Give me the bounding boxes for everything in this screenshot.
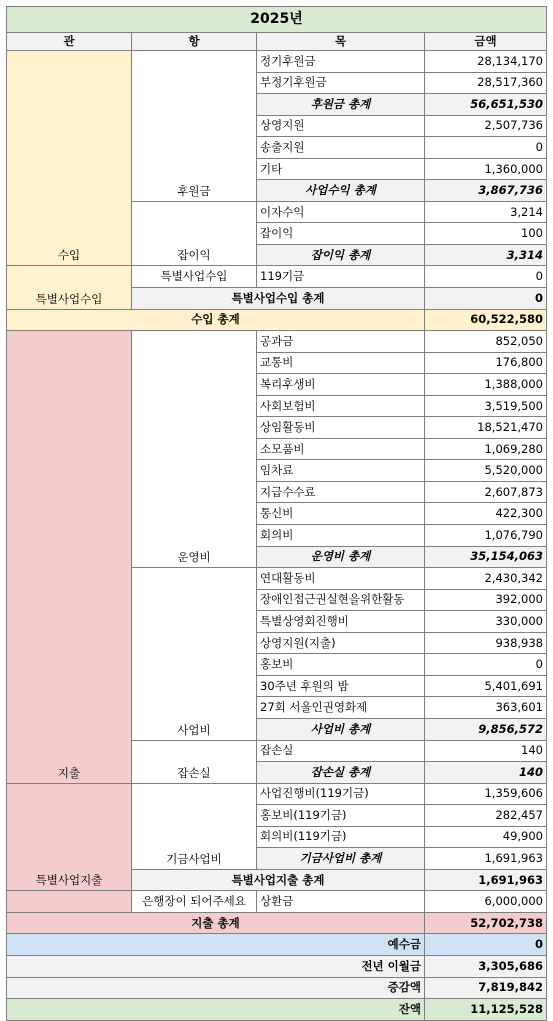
amount-cell: 1,359,606 <box>425 783 547 805</box>
amount-cell: 852,050 <box>425 331 547 353</box>
mok-cell: 상환금 <box>257 891 425 913</box>
hang-misc-income: 잡이익 <box>132 201 257 266</box>
mok-cell: 이자수익 <box>257 201 425 223</box>
mok-cell: 지급수수료 <box>257 481 425 503</box>
subtotal-label: 운영비 총계 <box>257 546 425 568</box>
table-row <box>7 331 547 353</box>
header-mok: 목 <box>257 33 425 51</box>
mok-cell: 30주년 후원의 밤 <box>257 675 425 697</box>
subtotal-label: 특별사업지출 총계 <box>132 869 425 891</box>
amount-cell: 1,360,000 <box>425 158 547 180</box>
amount-cell: 28,134,170 <box>425 51 547 73</box>
header-amount: 금액 <box>425 33 547 51</box>
mok-cell: 상임활동비 <box>257 417 425 439</box>
hang-bank: 은행장이 되어주세요 <box>132 891 257 913</box>
subtotal-label: 사업비 총계 <box>257 718 425 740</box>
amount-cell: 6,000,000 <box>425 891 547 913</box>
amount-cell: 1,076,790 <box>425 525 547 547</box>
amount-cell: 28,517,360 <box>425 72 547 94</box>
mok-cell: 회의비(119기금) <box>257 826 425 848</box>
hang-operating: 운영비 <box>132 331 257 568</box>
mok-cell: 상영지원(지출) <box>257 632 425 654</box>
mok-cell: 복리후생비 <box>257 374 425 396</box>
mok-cell: 소모품비 <box>257 438 425 460</box>
summary-row <box>7 999 547 1021</box>
gwan-expense: 지출 <box>7 331 132 783</box>
mok-cell: 27회 서울인권영화제 <box>257 697 425 719</box>
amount-cell: 5,401,691 <box>425 675 547 697</box>
change-amount: 7,819,842 <box>425 977 547 999</box>
total-row <box>7 912 547 934</box>
balance-amount: 11,125,528 <box>425 999 547 1021</box>
table-row <box>7 783 547 805</box>
subtotal-label: 기금사업비 총계 <box>257 848 425 870</box>
subtotal-amount: 0 <box>425 288 547 310</box>
mok-cell: 홍보비 <box>257 654 425 676</box>
header-gwan: 관 <box>7 33 132 51</box>
hang-special-income: 특별사업수입 <box>132 266 257 288</box>
budget-table <box>6 6 547 1021</box>
amount-cell: 0 <box>425 654 547 676</box>
mok-cell: 상영지원 <box>257 115 425 137</box>
table-row <box>7 51 547 73</box>
gwan-special-expense: 특별사업지출 <box>7 783 132 891</box>
subtotal-amount: 35,154,063 <box>425 546 547 568</box>
amount-cell: 3,519,500 <box>425 395 547 417</box>
amount-cell: 2,430,342 <box>425 568 547 590</box>
carryover-amount: 3,305,686 <box>425 955 547 977</box>
amount-cell: 2,607,873 <box>425 481 547 503</box>
mok-cell: 연대활동비 <box>257 568 425 590</box>
mok-cell: 잡손실 <box>257 740 425 762</box>
mok-cell: 사업진행비(119기금) <box>257 783 425 805</box>
subtotal-amount: 1,691,963 <box>425 848 547 870</box>
summary-row <box>7 955 547 977</box>
amount-cell: 5,520,000 <box>425 460 547 482</box>
header-row <box>7 33 547 51</box>
table-row <box>7 266 547 288</box>
expense-total-amount: 52,702,738 <box>425 912 547 934</box>
mok-cell: 정기후원금 <box>257 51 425 73</box>
mok-cell: 통신비 <box>257 503 425 525</box>
amount-cell: 422,300 <box>425 503 547 525</box>
gwan-income: 수입 <box>7 51 132 266</box>
hang-fund-project: 기금사업비 <box>132 783 257 869</box>
balance-label: 잔액 <box>7 999 425 1021</box>
subtotal-amount: 9,856,572 <box>425 718 547 740</box>
subtotal-amount: 1,691,963 <box>425 869 547 891</box>
amount-cell: 392,000 <box>425 589 547 611</box>
amount-cell: 282,457 <box>425 805 547 827</box>
subtotal-label: 잡이익 총계 <box>257 244 425 266</box>
amount-cell: 0 <box>425 137 547 159</box>
deposit-label: 예수금 <box>7 934 425 956</box>
expense-total-label: 지출 총계 <box>7 912 425 934</box>
amount-cell: 1,388,000 <box>425 374 547 396</box>
amount-cell: 2,507,736 <box>425 115 547 137</box>
gwan-special-income: 특별사업수입 <box>7 266 132 309</box>
subtotal-label: 후원금 총계 <box>257 94 425 116</box>
amount-cell: 176,800 <box>425 352 547 374</box>
amount-cell: 938,938 <box>425 632 547 654</box>
deposit-amount: 0 <box>425 934 547 956</box>
summary-row <box>7 934 547 956</box>
amount-cell: 3,214 <box>425 201 547 223</box>
mok-cell: 특별상영회진행비 <box>257 611 425 633</box>
mok-cell: 기타 <box>257 158 425 180</box>
mok-cell: 교통비 <box>257 352 425 374</box>
subtotal-label: 특별사업수입 총계 <box>132 288 425 310</box>
amount-cell: 363,601 <box>425 697 547 719</box>
amount-cell: 1,069,280 <box>425 438 547 460</box>
subtotal-label: 사업수익 총계 <box>257 180 425 202</box>
amount-cell: 100 <box>425 223 547 245</box>
gwan-empty-cell <box>7 891 132 913</box>
mok-cell: 잡이익 <box>257 223 425 245</box>
mok-cell: 공과금 <box>257 331 425 353</box>
change-label: 증감액 <box>7 977 425 999</box>
mok-cell: 송출지원 <box>257 137 425 159</box>
subtotal-amount: 56,651,530 <box>425 94 547 116</box>
mok-cell: 119기금 <box>257 266 425 288</box>
header-hang: 항 <box>132 33 257 51</box>
subtotal-amount: 3,314 <box>425 244 547 266</box>
amount-cell: 140 <box>425 740 547 762</box>
hang-donation: 후원금 <box>132 51 257 202</box>
mok-cell: 회의비 <box>257 525 425 547</box>
mok-cell: 부정기후원금 <box>257 72 425 94</box>
table-row <box>7 891 547 913</box>
amount-cell: 18,521,470 <box>425 417 547 439</box>
total-row <box>7 309 547 331</box>
income-total-amount: 60,522,580 <box>425 309 547 331</box>
amount-cell: 0 <box>425 266 547 288</box>
summary-row <box>7 977 547 999</box>
income-total-label: 수입 총계 <box>7 309 425 331</box>
hang-project: 사업비 <box>132 568 257 740</box>
amount-cell: 330,000 <box>425 611 547 633</box>
subtotal-amount: 140 <box>425 762 547 784</box>
mok-cell: 사회보험비 <box>257 395 425 417</box>
subtotal-amount: 3,867,736 <box>425 180 547 202</box>
amount-cell: 49,900 <box>425 826 547 848</box>
carryover-label: 전년 이월금 <box>7 955 425 977</box>
mok-cell: 홍보비(119기금) <box>257 805 425 827</box>
subtotal-label: 잡손실 총계 <box>257 762 425 784</box>
hang-misc-loss: 잡손실 <box>132 740 257 783</box>
table-title: 2025년 <box>7 7 547 33</box>
mok-cell: 장애인접근권실현을위한활동 <box>257 589 425 611</box>
mok-cell: 임차료 <box>257 460 425 482</box>
